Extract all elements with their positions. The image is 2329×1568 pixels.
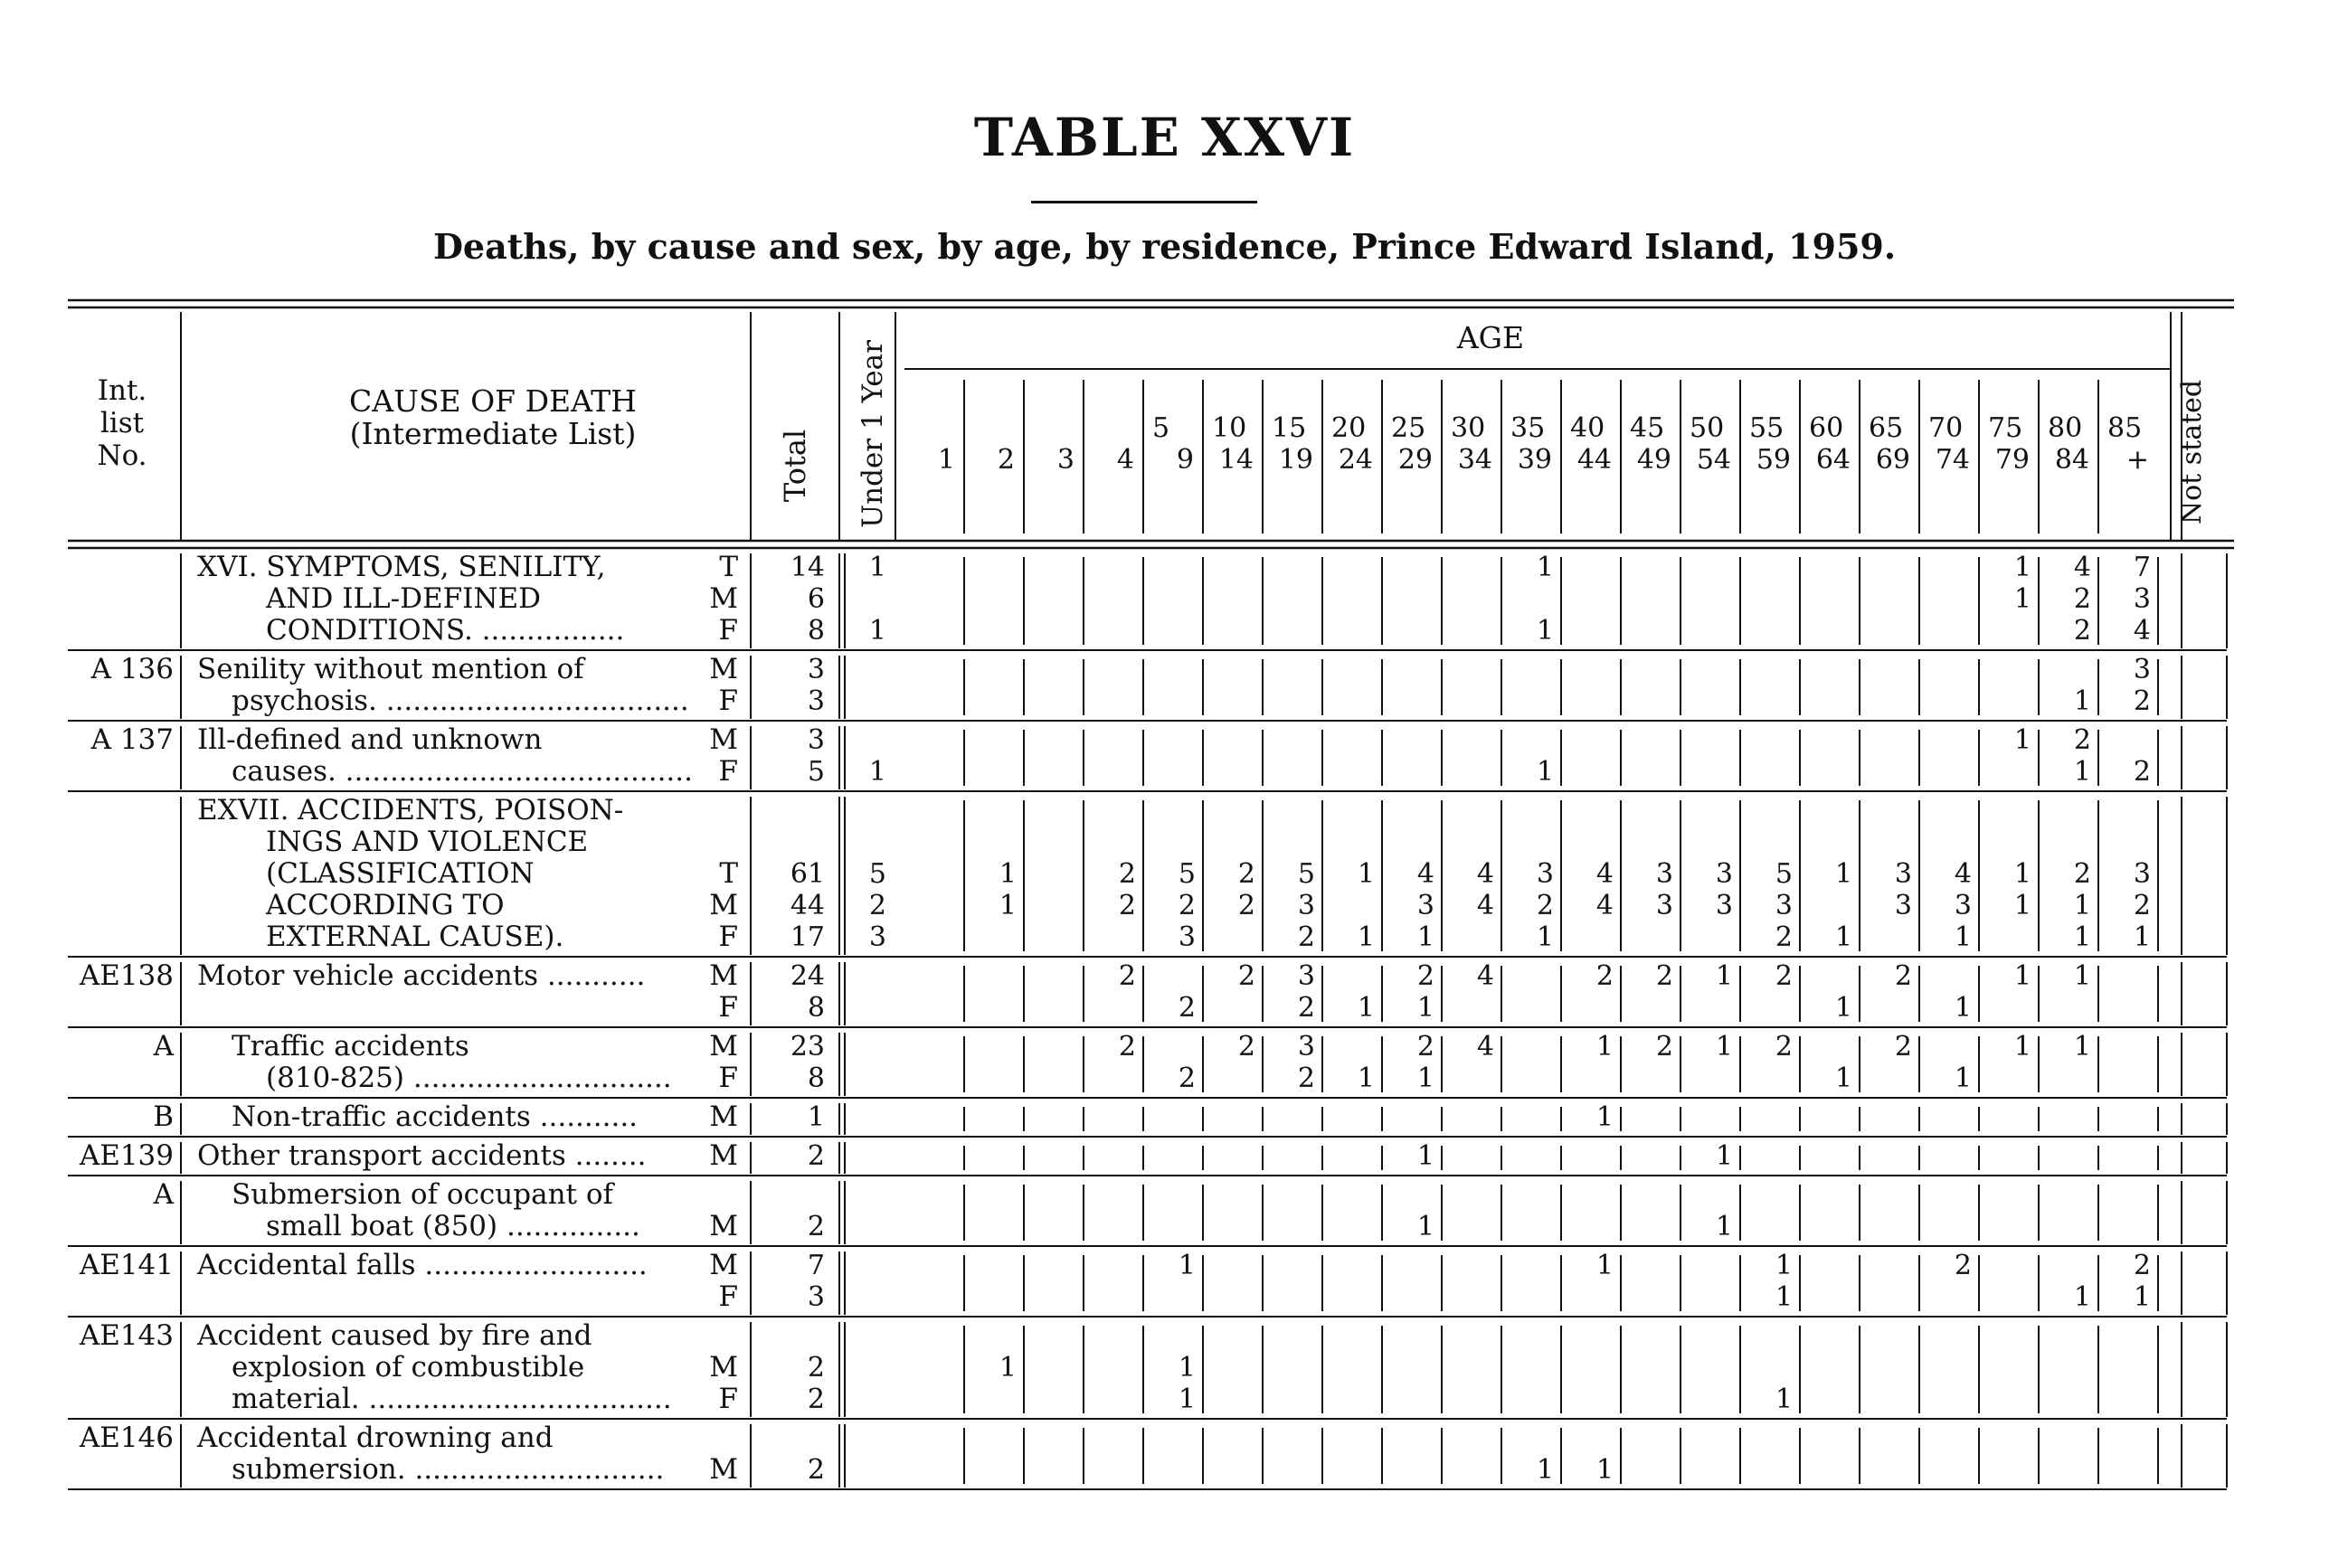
age-cell-value: 1 — [2073, 1281, 2091, 1313]
sex-code: F — [718, 1383, 738, 1415]
age-cell-value: 1 — [2073, 890, 2091, 921]
age-col-from: 30 — [1451, 412, 1486, 444]
age-header: AGE — [1456, 320, 1525, 355]
sex-code: M — [709, 1030, 738, 1063]
sex-code: M — [709, 723, 738, 756]
age-col-to: 24 — [1338, 444, 1373, 476]
age-cell-value: 1 — [1595, 1101, 1614, 1133]
age-cell-value: 2 — [1118, 890, 1136, 921]
sex-code: M — [709, 1210, 738, 1242]
age-cell-value: 1 — [1357, 992, 1375, 1024]
cause-of-death-text: EXVII. ACCIDENTS, POISON- — [197, 794, 624, 827]
table-title: TABLE XXVI — [973, 107, 1356, 168]
int-list-code: A 136 — [90, 653, 174, 685]
age-col-to: 69 — [1875, 444, 1910, 476]
age-cell-value: 1 — [1834, 992, 1852, 1024]
age-cell-value: 2 — [2073, 615, 2091, 647]
total-value: 2 — [807, 1211, 825, 1242]
age-cell-value: 1 — [2073, 1031, 2091, 1063]
cause-of-death-text: causes. ....................................... — [232, 755, 693, 788]
age-col-to: 34 — [1457, 444, 1492, 476]
age-col-to: 59 — [1756, 444, 1791, 476]
age-cell-value: 4 — [1595, 858, 1614, 890]
int-list-code: AE139 — [79, 1139, 174, 1172]
age-cell-value: 2 — [2133, 1250, 2151, 1281]
age-cell-value: 2 — [1894, 960, 1912, 992]
age-cell-value: 3 — [2133, 654, 2151, 685]
age-col-to: 79 — [1994, 444, 2030, 476]
age-cell-value: 3 — [1894, 890, 1912, 921]
cause-of-death-text: psychosis. .................................. — [232, 685, 689, 717]
total-value: 23 — [790, 1031, 825, 1063]
total-value: 3 — [807, 1281, 825, 1313]
sex-code: M — [709, 959, 738, 992]
age-cell-value: 1 — [999, 858, 1017, 890]
age-col-from: 40 — [1570, 412, 1605, 444]
age-cell-value: 1 — [1536, 756, 1554, 788]
total-value: 6 — [807, 583, 825, 615]
age-cell-value: 1 — [1536, 921, 1554, 953]
total-value: 24 — [790, 960, 825, 992]
cause-of-death-text: Accidental drowning and — [197, 1422, 554, 1454]
age-col-to: 54 — [1696, 444, 1731, 476]
age-cell-value: 2 — [1118, 1031, 1136, 1063]
age-cell-value: 1 — [1416, 1063, 1434, 1094]
age-cell-value: 2 — [1595, 960, 1614, 992]
age-col-to: 9 — [1176, 444, 1194, 476]
under1-value: 2 — [868, 890, 886, 921]
age-cell-value: 2 — [2073, 583, 2091, 615]
age-cell-value: 4 — [1954, 858, 1972, 890]
age-cell-value: 1 — [1775, 1250, 1793, 1281]
age-col-from: 15 — [1272, 412, 1307, 444]
age-cell-value: 1 — [2133, 921, 2151, 953]
int-list-code: AE146 — [79, 1422, 174, 1454]
age-cell-value: 4 — [1476, 960, 1494, 992]
cause-of-death-text: Motor vehicle accidents ........... — [197, 959, 646, 992]
sex-code: T — [719, 857, 738, 890]
age-cell-value: 1 — [2013, 890, 2031, 921]
age-col-to: 44 — [1576, 444, 1612, 476]
age-cell-value: 1 — [1416, 1211, 1434, 1242]
age-cell-value: 1 — [2073, 685, 2091, 717]
age-cell-value: 1 — [1595, 1031, 1614, 1063]
intlist-header: Int. — [97, 374, 147, 407]
age-col-to: 14 — [1218, 444, 1254, 476]
age-cell-value: 7 — [2133, 552, 2151, 583]
age-cell-value: 1 — [2073, 756, 2091, 788]
under1-value: 5 — [868, 858, 886, 890]
sex-code: M — [709, 1100, 738, 1133]
age-cell-value: 4 — [1416, 858, 1434, 890]
age-cell-value: 2 — [1178, 992, 1196, 1024]
cause-header: CAUSE OF DEATH — [349, 383, 637, 419]
age-cell-value: 1 — [1595, 1250, 1614, 1281]
age-col-to: 4 — [1116, 444, 1134, 476]
age-col-from: 75 — [1988, 412, 2023, 444]
age-cell-value: 1 — [2013, 960, 2031, 992]
cause-of-death-text: (CLASSIFICATION — [266, 857, 535, 890]
age-cell-value: 2 — [2133, 685, 2151, 717]
age-col-from: 60 — [1809, 412, 1844, 444]
age-cell-value: 1 — [1178, 1250, 1196, 1281]
total-value: 3 — [807, 685, 825, 717]
age-col-to: 64 — [1815, 444, 1851, 476]
cause-of-death-text: Other transport accidents ........ — [197, 1139, 647, 1172]
age-cell-value: 2 — [1237, 858, 1255, 890]
age-cell-value: 5 — [1775, 858, 1793, 890]
age-col-from: 80 — [2048, 412, 2083, 444]
age-cell-value: 2 — [1954, 1250, 1972, 1281]
age-cell-value: 1 — [1715, 960, 1733, 992]
age-cell-value: 2 — [2073, 858, 2091, 890]
cause-of-death-text: INGS AND VIOLENCE — [266, 826, 589, 858]
age-cell-value: 2 — [1894, 1031, 1912, 1063]
total-value: 2 — [807, 1454, 825, 1486]
int-list-code: AE141 — [79, 1249, 174, 1281]
age-col-to: 49 — [1636, 444, 1671, 476]
cause-of-death-text: small boat (850) ............... — [266, 1210, 640, 1242]
not-stated-header: Not stated — [2176, 379, 2208, 525]
cause-of-death-text: Accidental falls ......................... — [197, 1249, 648, 1281]
int-list-code: AE143 — [79, 1319, 174, 1352]
age-cell-value: 1 — [2013, 858, 2031, 890]
age-col-to: + — [2125, 444, 2149, 476]
sex-code: M — [709, 1139, 738, 1172]
age-cell-value: 1 — [1595, 1454, 1614, 1486]
int-list-code: A — [153, 1030, 174, 1063]
age-cell-value: 3 — [1297, 960, 1315, 992]
sex-code: F — [718, 685, 738, 717]
total-value: 61 — [790, 858, 825, 890]
cause-of-death-text: CONDITIONS. ................ — [266, 614, 625, 647]
age-cell-value: 2 — [1416, 960, 1434, 992]
age-cell-value: 2 — [1178, 1063, 1196, 1094]
total-value: 17 — [790, 921, 825, 953]
age-cell-value: 3 — [1894, 858, 1912, 890]
age-cell-value: 3 — [2133, 583, 2151, 615]
cause-of-death-text: Traffic accidents — [232, 1030, 469, 1063]
age-cell-value: 2 — [1118, 960, 1136, 992]
cause-of-death-text: Accident caused by fire and — [197, 1319, 592, 1352]
age-cell-value: 2 — [1297, 1063, 1315, 1094]
cause-header: (Intermediate List) — [349, 416, 637, 451]
cause-of-death-text: Senility without mention of — [197, 653, 584, 685]
sex-code: M — [709, 1351, 738, 1384]
age-cell-value: 2 — [1178, 890, 1196, 921]
age-cell-value: 1 — [1954, 992, 1972, 1024]
age-cell-value: 1 — [1954, 1063, 1972, 1094]
age-cell-value: 3 — [1178, 921, 1196, 953]
age-cell-value: 1 — [1357, 1063, 1375, 1094]
cause-of-death-text: explosion of combustible — [232, 1351, 585, 1384]
age-cell-value: 1 — [1178, 1352, 1196, 1384]
age-cell-value: 3 — [1655, 890, 1673, 921]
total-value: 8 — [807, 992, 825, 1024]
age-cell-value: 4 — [2133, 615, 2151, 647]
age-col-to: 1 — [937, 444, 955, 476]
age-col-from: 85 — [2107, 412, 2143, 444]
age-cell-value: 1 — [1416, 921, 1434, 953]
cause-of-death-text: submersion. ............................ — [232, 1453, 665, 1486]
age-cell-value: 1 — [2073, 960, 2091, 992]
total-value: 2 — [807, 1352, 825, 1384]
age-cell-value: 2 — [1297, 921, 1315, 953]
age-cell-value: 1 — [1834, 1063, 1852, 1094]
age-cell-value: 1 — [1357, 858, 1375, 890]
cause-of-death-text: Ill-defined and unknown — [197, 723, 543, 756]
age-cell-value: 1 — [1536, 615, 1554, 647]
age-cell-value: 2 — [1775, 1031, 1793, 1063]
age-col-from: 20 — [1331, 412, 1367, 444]
table-subtitle: Deaths, by cause and sex, by age, by residence, Prince Edward Island, 1959. — [432, 226, 1897, 267]
cause-of-death-text: Non-traffic accidents ........... — [232, 1100, 639, 1133]
age-cell-value: 1 — [2013, 1031, 2031, 1063]
age-cell-value: 4 — [1476, 890, 1494, 921]
age-col-from: 65 — [1869, 412, 1904, 444]
sex-code: F — [718, 1062, 738, 1094]
total-value: 3 — [807, 654, 825, 685]
age-cell-value: 1 — [2013, 583, 2031, 615]
under1-value: 3 — [868, 921, 886, 953]
age-cell-value: 3 — [1655, 858, 1673, 890]
age-cell-value: 2 — [1118, 858, 1136, 890]
age-cell-value: 1 — [1954, 921, 1972, 953]
age-col-from: 70 — [1928, 412, 1964, 444]
sex-code: F — [718, 991, 738, 1024]
under1-header: Under 1 Year — [857, 340, 889, 528]
age-cell-value: 4 — [1476, 1031, 1494, 1063]
sex-code: M — [709, 1249, 738, 1281]
age-col-to: 74 — [1935, 444, 1970, 476]
cause-of-death-text: XVI. SYMPTOMS, SENILITY, — [197, 551, 606, 583]
age-col-from: 55 — [1749, 412, 1785, 444]
int-list-code: A 137 — [90, 723, 174, 756]
sex-code: F — [718, 755, 738, 788]
age-cell-value: 3 — [1954, 890, 1972, 921]
intlist-header: No. — [97, 439, 147, 472]
age-cell-value: 3 — [1297, 890, 1315, 921]
age-col-to: 3 — [1056, 444, 1075, 476]
age-cell-value: 3 — [2133, 858, 2151, 890]
age-cell-value: 1 — [999, 1352, 1017, 1384]
age-cell-value: 1 — [1715, 1031, 1733, 1063]
age-cell-value: 2 — [1655, 1031, 1673, 1063]
age-cell-value: 1 — [1178, 1384, 1196, 1415]
cause-of-death-text: Submersion of occupant of — [232, 1178, 613, 1211]
age-cell-value: 3 — [1536, 858, 1554, 890]
age-cell-value: 2 — [1237, 890, 1255, 921]
total-value: 1 — [807, 1101, 825, 1133]
sex-code: F — [718, 921, 738, 953]
age-cell-value: 1 — [1775, 1384, 1793, 1415]
age-col-from: 35 — [1510, 412, 1546, 444]
age-cell-value: 1 — [1416, 992, 1434, 1024]
cause-of-death-text: AND ILL-DEFINED — [266, 582, 541, 615]
cause-of-death-text: material. .................................. — [232, 1383, 672, 1415]
total-value: 7 — [807, 1250, 825, 1281]
int-list-code: A — [153, 1178, 174, 1211]
age-col-to: 2 — [997, 444, 1015, 476]
sex-code: M — [709, 653, 738, 685]
age-cell-value: 1 — [999, 890, 1017, 921]
age-cell-value: 1 — [2013, 724, 2031, 756]
sex-code: T — [719, 551, 738, 583]
age-cell-value: 1 — [2133, 1281, 2151, 1313]
age-cell-value: 1 — [1834, 921, 1852, 953]
age-cell-value: 4 — [2073, 552, 2091, 583]
sex-code: F — [718, 614, 738, 647]
age-cell-value: 1 — [1715, 1140, 1733, 1172]
sex-code: M — [709, 889, 738, 921]
cause-of-death-text: (810-825) ............................. — [266, 1062, 672, 1094]
age-cell-value: 2 — [1775, 921, 1793, 953]
int-list-code: B — [153, 1100, 174, 1133]
total-value: 3 — [807, 724, 825, 756]
age-cell-value: 2 — [1775, 960, 1793, 992]
age-cell-value: 1 — [1834, 858, 1852, 890]
age-cell-value: 1 — [1536, 552, 1554, 583]
age-cell-value: 2 — [2133, 890, 2151, 921]
total-value: 14 — [790, 552, 825, 583]
total-value: 8 — [807, 615, 825, 647]
age-cell-value: 2 — [2073, 724, 2091, 756]
age-cell-value: 1 — [1775, 1281, 1793, 1313]
age-cell-value: 4 — [1476, 858, 1494, 890]
age-col-to: 29 — [1397, 444, 1433, 476]
age-cell-value: 3 — [1416, 890, 1434, 921]
age-cell-value: 3 — [1715, 858, 1733, 890]
total-value: 8 — [807, 1063, 825, 1094]
age-cell-value: 3 — [1715, 890, 1733, 921]
age-col-to: 39 — [1517, 444, 1552, 476]
age-cell-value: 5 — [1297, 858, 1315, 890]
sex-code: F — [718, 1280, 738, 1313]
under1-value: 1 — [868, 756, 886, 788]
age-cell-value: 1 — [1416, 1140, 1434, 1172]
age-col-from: 5 — [1152, 412, 1170, 444]
intlist-header: list — [99, 407, 145, 439]
total-value: 44 — [790, 890, 825, 921]
age-cell-value: 2 — [1297, 992, 1315, 1024]
total-value: 2 — [807, 1384, 825, 1415]
age-cell-value: 3 — [1297, 1031, 1315, 1063]
age-cell-value: 2 — [1536, 890, 1554, 921]
cause-of-death-text: ACCORDING TO — [266, 889, 505, 921]
total-value: 2 — [807, 1140, 825, 1172]
age-cell-value: 2 — [1655, 960, 1673, 992]
age-col-to: 19 — [1278, 444, 1313, 476]
age-cell-value: 1 — [1715, 1211, 1733, 1242]
age-cell-value: 2 — [1237, 1031, 1255, 1063]
age-cell-value: 2 — [1416, 1031, 1434, 1063]
int-list-code: AE138 — [79, 959, 174, 992]
age-col-to: 84 — [2054, 444, 2089, 476]
age-cell-value: 4 — [1595, 890, 1614, 921]
age-col-from: 10 — [1212, 412, 1247, 444]
age-cell-value: 3 — [1775, 890, 1793, 921]
under1-value: 1 — [868, 615, 886, 647]
age-cell-value: 5 — [1178, 858, 1196, 890]
total-header: Total — [778, 429, 812, 503]
age-col-from: 45 — [1630, 412, 1665, 444]
under1-value: 1 — [868, 552, 886, 583]
total-value: 5 — [807, 756, 825, 788]
age-cell-value: 1 — [2013, 552, 2031, 583]
cause-of-death-text: EXTERNAL CAUSE). — [266, 921, 564, 953]
sex-code: M — [709, 1453, 738, 1486]
age-cell-value: 1 — [1536, 1454, 1554, 1486]
age-cell-value: 1 — [1357, 921, 1375, 953]
age-cell-value: 1 — [2073, 921, 2091, 953]
sex-code: M — [709, 582, 738, 615]
age-cell-value: 2 — [2133, 756, 2151, 788]
age-col-from: 50 — [1690, 412, 1725, 444]
age-col-from: 25 — [1391, 412, 1426, 444]
age-cell-value: 2 — [1237, 960, 1255, 992]
